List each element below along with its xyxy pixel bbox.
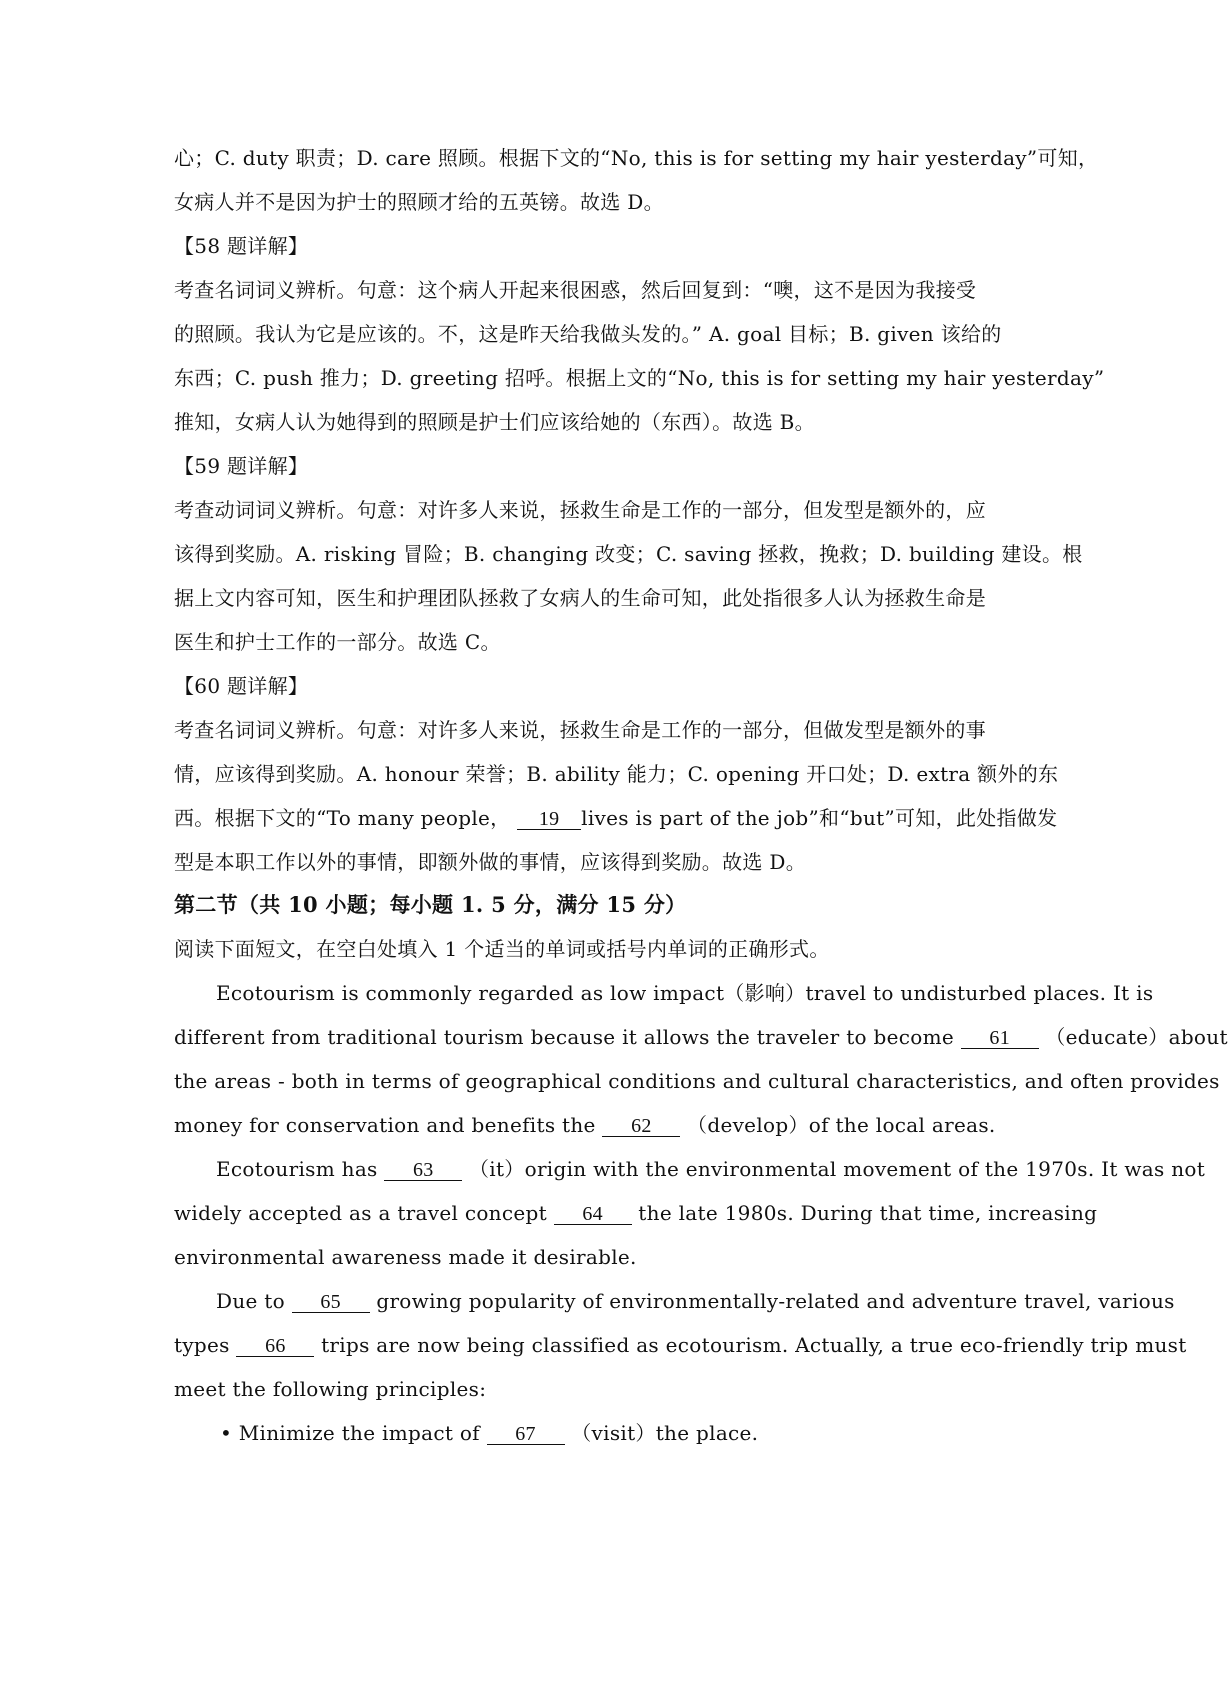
passage-line <box>216 1157 1206 1181</box>
passage-line <box>174 1333 1187 1357</box>
blank-66[interactable]: 66 <box>236 1336 314 1357</box>
blank-61[interactable]: 61 <box>961 1028 1039 1049</box>
passage-line <box>174 1025 1228 1049</box>
text-line: 考查动词词义辨析。句意：对许多人来说，拯救生命是工作的一部分，但发型是额外的，应 <box>174 498 986 522</box>
text-line: 考查名词词义辨析。句意：这个病人开起来很困惑，然后回复到：“噢，这不是因为我接受 <box>174 278 977 302</box>
text-segment: the late 1980s. During that time, increasing <box>638 1201 1098 1225</box>
blank-62[interactable]: 62 <box>602 1116 680 1137</box>
blank-64[interactable]: 64 <box>554 1204 632 1225</box>
section-heading: 第二节（共 10 小题；每小题 1. 5 分，满分 15 分） <box>174 892 687 917</box>
passage-line <box>174 1201 1098 1225</box>
text-segment: Due to <box>216 1289 285 1313</box>
text-segment: widely accepted as a travel concept <box>174 1201 547 1225</box>
instruction-text: 阅读下面短文，在空白处填入 1 个适当的单词或括号内单词的正确形式。 <box>174 937 830 961</box>
question-60-heading: 【60 题详解】 <box>174 674 309 698</box>
text-line: 该得到奖励。A. risking 冒险；B. changing 改变；C. saving 拯救，挽救；D. building 建设。根 <box>174 542 1083 566</box>
blank-67[interactable]: 67 <box>487 1424 565 1445</box>
passage-line: meet the following principles: <box>174 1377 487 1401</box>
text-segment: lives is part of the job”和“but”可知，此处指做发 <box>581 806 1058 830</box>
text-line: 型是本职工作以外的事情，即额外做的事情，应该得到奖励。故选 D。 <box>174 850 806 874</box>
text-segment: （educate）about <box>1045 1025 1228 1049</box>
text-line: 情，应该得到奖励。A. honour 荣誉；B. ability 能力；C. opening 开口处；D. extra 额外的东 <box>174 762 1059 786</box>
passage-line: environmental awareness made it desirable. <box>174 1245 637 1269</box>
blank-63[interactable]: 63 <box>384 1160 462 1181</box>
bullet-icon: • <box>220 1421 233 1445</box>
text-segment: trips are now being classified as ecotourism. Actually, a true eco-friendly trip must <box>321 1333 1187 1357</box>
text-segment: 西。根据下文的“To many people， <box>174 806 511 830</box>
question-59-heading: 【59 题详解】 <box>174 454 309 478</box>
text-segment: different from traditional tourism because it allows the traveler to become <box>174 1025 955 1049</box>
blank-19: 19 <box>517 809 581 830</box>
passage-line: the areas - both in terms of geographical conditions and cultural characteristics, and often provides <box>174 1069 1220 1093</box>
text-segment: Ecotourism has <box>216 1157 378 1181</box>
question-58-heading: 【58 题详解】 <box>174 234 309 258</box>
text-segment: （it）origin with the environmental movement of the 1970s. It was not <box>468 1157 1206 1181</box>
blank-65[interactable]: 65 <box>292 1292 370 1313</box>
text-line: 考查名词词义辨析。句意：对许多人来说，拯救生命是工作的一部分，但做发型是额外的事 <box>174 718 986 742</box>
text-line: 的照顾。我认为它是应该的。不，这是昨天给我做头发的。” A. goal 目标；B. given 该给的 <box>174 322 1002 346</box>
text-segment: money for conservation and benefits the <box>174 1113 596 1137</box>
text-segment: （visit）the place. <box>571 1421 759 1445</box>
text-line <box>174 806 1058 830</box>
text-segment: types <box>174 1333 230 1357</box>
text-line: 东西；C. push 推力；D. greeting 招呼。根据上文的“No, this is for setting my hair yesterday” <box>174 366 1105 390</box>
text-segment: （develop）of the local areas. <box>687 1113 996 1137</box>
text-line: 医生和护士工作的一部分。故选 C。 <box>174 630 501 654</box>
text-segment: Minimize the impact of <box>238 1421 480 1445</box>
text-line: 心；C. duty 职责；D. care 照顾。根据下文的“No, this is for setting my hair yesterday”可知， <box>174 146 1099 170</box>
text-line: 据上文内容可知，医生和护理团队拯救了女病人的生命可知，此处指很多人认为拯救生命是 <box>174 586 986 610</box>
passage-line <box>216 1289 1175 1313</box>
text-line: 推知，女病人认为她得到的照顾是护士们应该给她的（东西）。故选 B。 <box>174 410 815 434</box>
bullet-item <box>220 1421 1044 1445</box>
passage-line: Ecotourism is commonly regarded as low impact（影响）travel to undisturbed places. It is <box>216 981 1154 1005</box>
passage-line <box>174 1113 1044 1137</box>
text-line: 女病人并不是因为护士的照顾才给的五英镑。故选 D。 <box>174 190 664 214</box>
text-segment: growing popularity of environmentally-related and adventure travel, various <box>376 1289 1175 1313</box>
